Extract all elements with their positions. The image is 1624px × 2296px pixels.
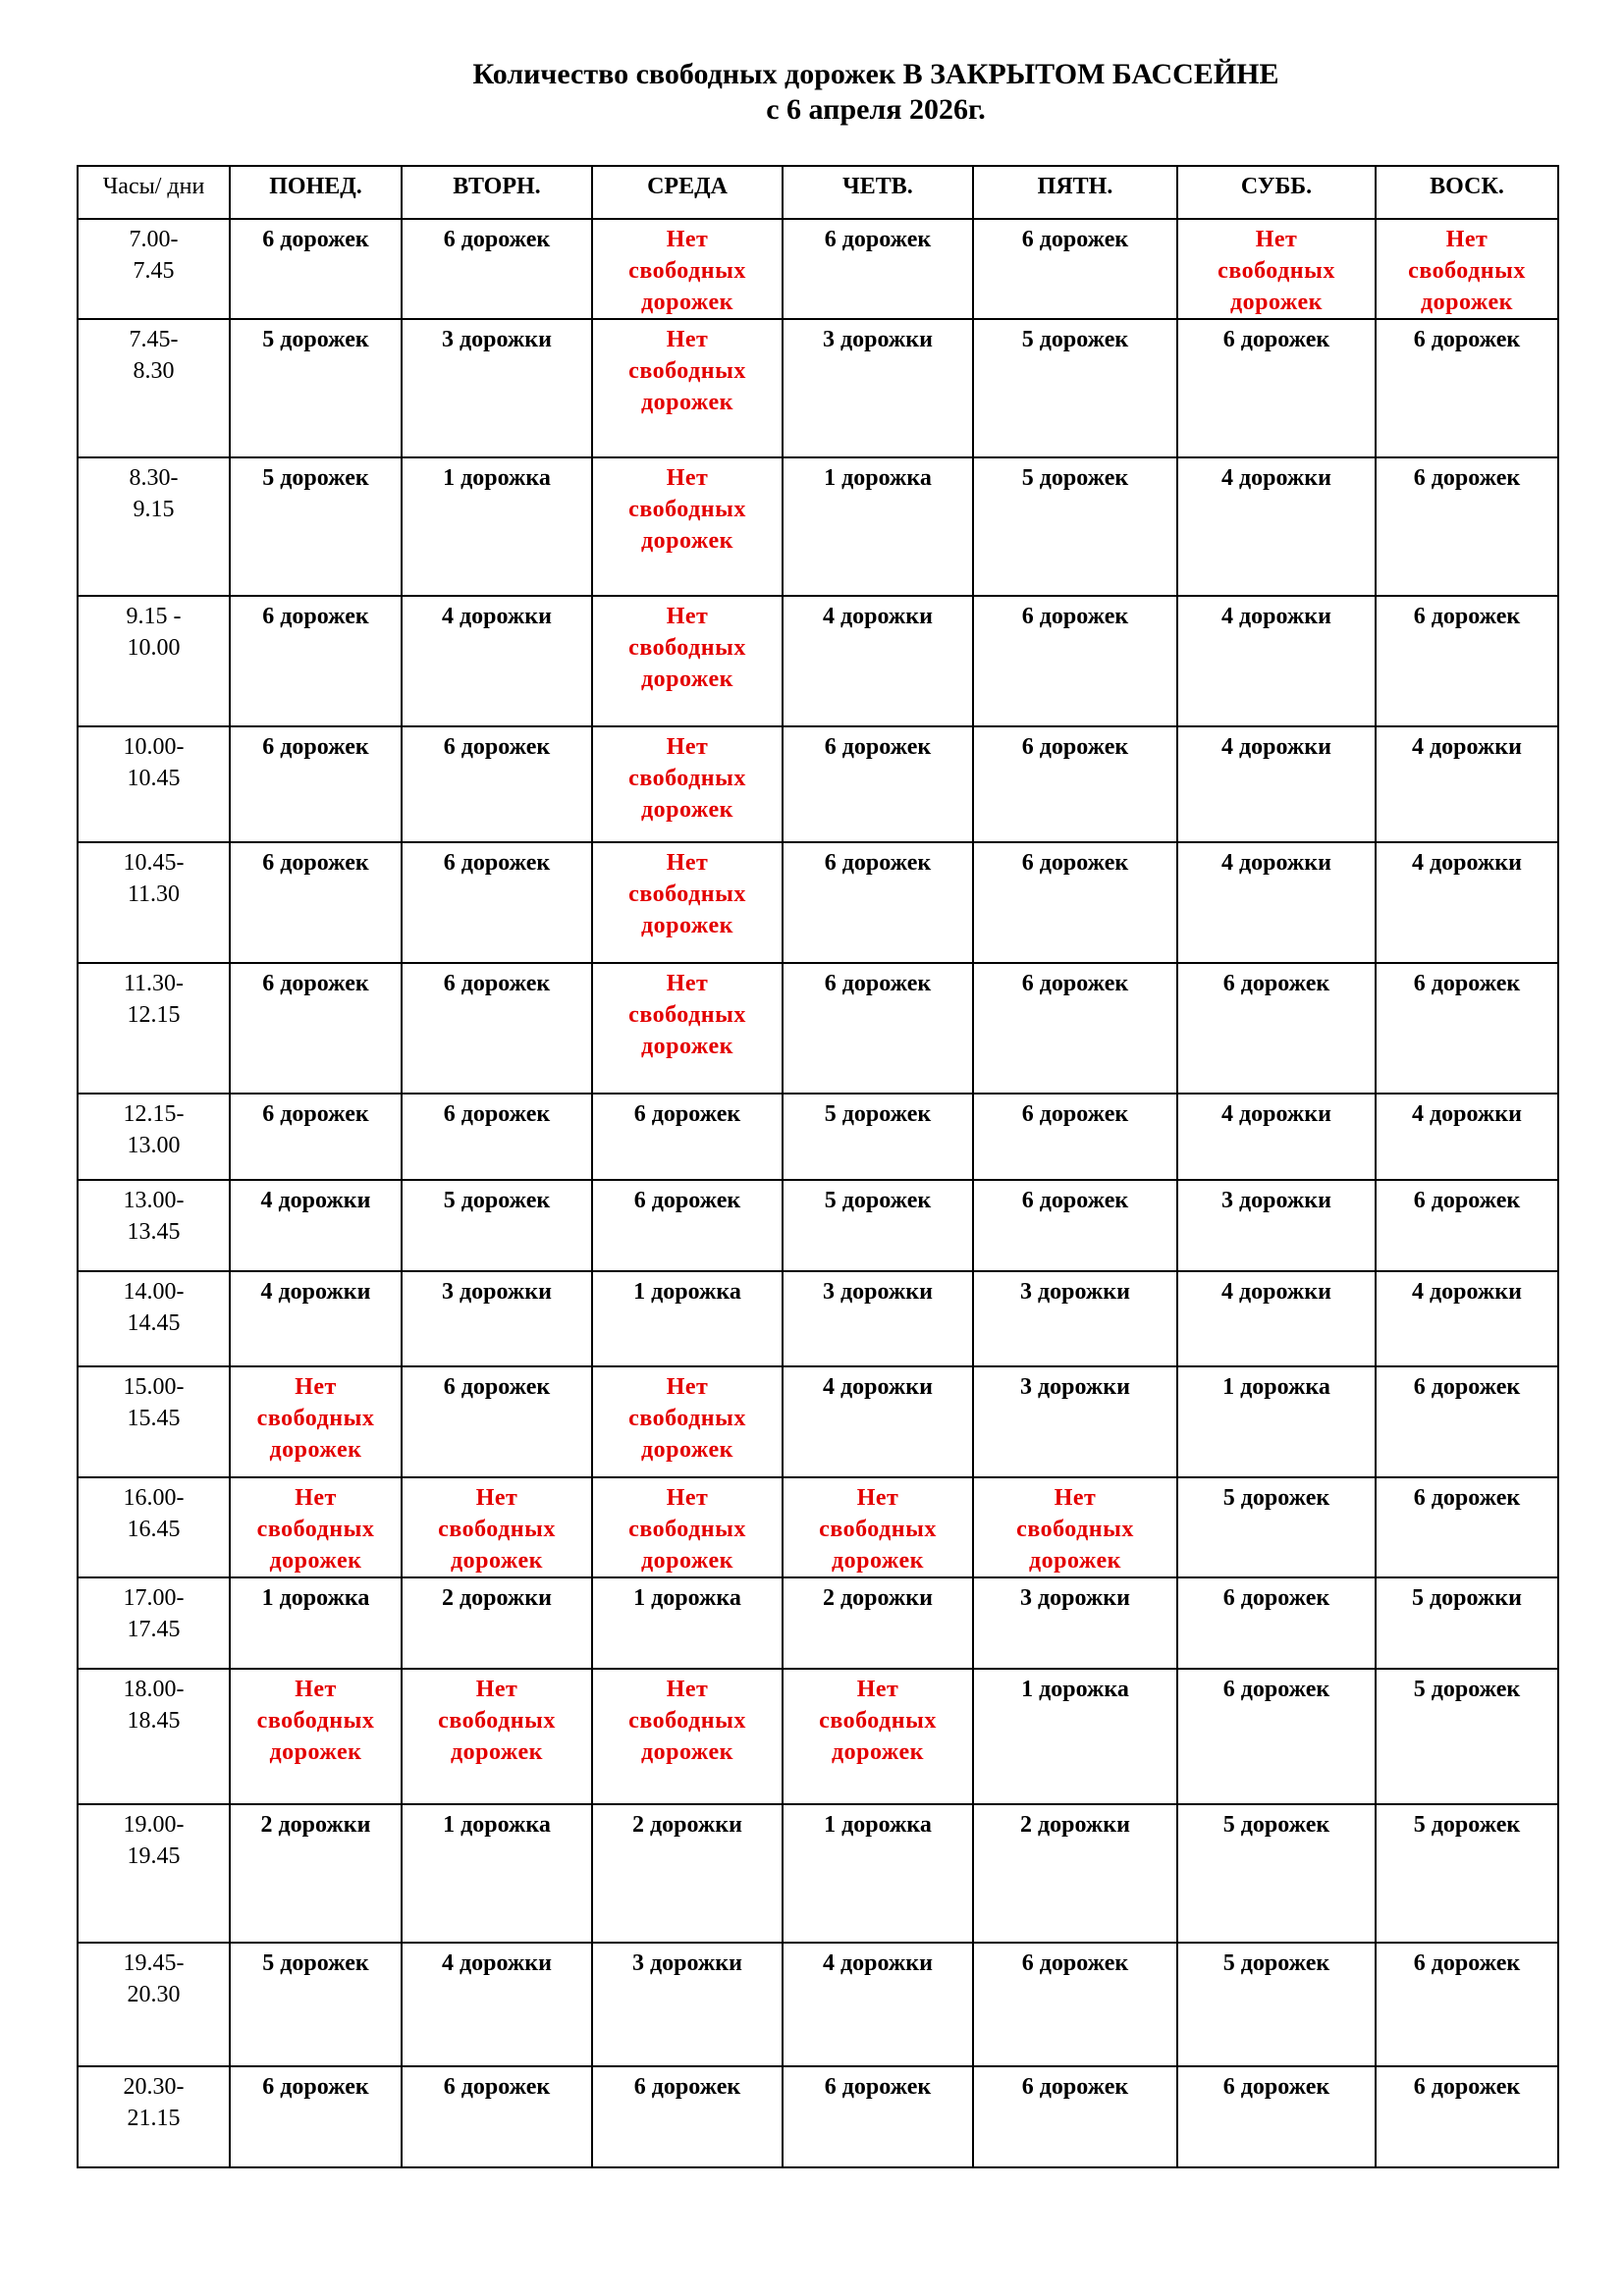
free-lanes-cell: 5 дорожек: [973, 457, 1177, 596]
time-slot-line: 18.45: [127, 1708, 181, 1734]
time-slot-line: 17.45: [127, 1617, 181, 1642]
free-lanes-cell: 4 дорожки: [783, 1366, 973, 1477]
free-lanes-cell: 5 дорожки: [1376, 1577, 1558, 1669]
free-lanes-cell: 4 дорожки: [1177, 457, 1376, 596]
free-lanes-cell: 6 дорожек: [230, 596, 402, 726]
corner-header: Часы/ дни: [78, 166, 230, 219]
free-lanes-cell: 5 дорожек: [230, 1943, 402, 2066]
time-slot-line: 15.00-: [123, 1374, 185, 1400]
table-row: [78, 963, 1558, 1094]
free-lanes-cell: 5 дорожек: [783, 1180, 973, 1271]
free-lanes-cell: 6 дорожек: [402, 2066, 592, 2167]
free-lanes-cell: 6 дорожек: [230, 2066, 402, 2167]
time-slot: [78, 596, 230, 726]
time-slot-line: 9.15 -: [126, 604, 182, 629]
no-free-lanes-cell: Нет свободных дорожек: [592, 726, 783, 842]
free-lanes-cell: 5 дорожек: [973, 319, 1177, 457]
no-free-lanes-cell: Нет свободных дорожек: [592, 219, 783, 319]
free-lanes-cell: 6 дорожек: [230, 219, 402, 319]
no-free-lanes-cell: Нет свободных дорожек: [230, 1669, 402, 1804]
time-slot-line: 10.45: [127, 766, 181, 791]
free-lanes-cell: 4 дорожки: [402, 1943, 592, 2066]
free-lanes-cell: 6 дорожек: [230, 842, 402, 963]
no-free-lanes-cell: Нет свободных дорожек: [592, 457, 783, 596]
free-lanes-cell: 6 дорожек: [973, 1094, 1177, 1180]
no-free-lanes-cell: Нет свободных дорожек: [592, 319, 783, 457]
free-lanes-cell: 6 дорожек: [230, 963, 402, 1094]
free-lanes-cell: 6 дорожек: [1376, 2066, 1558, 2167]
free-lanes-cell: 2 дорожки: [592, 1804, 783, 1943]
time-slot-line: 7.45-: [129, 327, 179, 352]
free-lanes-cell: 6 дорожек: [230, 1094, 402, 1180]
free-lanes-cell: 1 дорожка: [592, 1577, 783, 1669]
no-free-lanes-cell: Нет свободных дорожек: [402, 1669, 592, 1804]
free-lanes-cell: 6 дорожек: [1376, 1366, 1558, 1477]
time-slot-line: 7.00-: [129, 227, 179, 252]
table-row: [78, 457, 1558, 596]
free-lanes-cell: 4 дорожки: [1376, 842, 1558, 963]
free-lanes-cell: 3 дорожки: [402, 1271, 592, 1366]
no-free-lanes-cell: Нет свободных дорожек: [592, 596, 783, 726]
time-slot-line: 14.00-: [123, 1279, 185, 1305]
no-free-lanes-cell: Нет свободных дорожек: [592, 963, 783, 1094]
free-lanes-cell: 6 дорожек: [973, 963, 1177, 1094]
free-lanes-cell: 4 дорожки: [230, 1271, 402, 1366]
free-lanes-cell: 6 дорожек: [973, 596, 1177, 726]
time-slot: [78, 1180, 230, 1271]
free-lanes-cell: 1 дорожка: [230, 1577, 402, 1669]
schedule-body: [78, 219, 1558, 2167]
time-slot-line: 18.00-: [123, 1677, 185, 1702]
free-lanes-cell: 6 дорожек: [1177, 1577, 1376, 1669]
free-lanes-cell: 5 дорожек: [1177, 1477, 1376, 1577]
time-slot: [78, 1366, 230, 1477]
free-lanes-cell: 3 дорожки: [783, 1271, 973, 1366]
day-header: ПЯТН.: [973, 166, 1177, 219]
time-slot-line: 20.30-: [123, 2074, 185, 2100]
table-row: [78, 1943, 1558, 2066]
free-lanes-cell: 6 дорожек: [1376, 457, 1558, 596]
free-lanes-cell: 3 дорожки: [783, 319, 973, 457]
table-row: [78, 842, 1558, 963]
table-row: [78, 1577, 1558, 1669]
free-lanes-cell: 6 дорожек: [592, 1094, 783, 1180]
free-lanes-cell: 4 дорожки: [1177, 596, 1376, 726]
table-row: [78, 1804, 1558, 1943]
free-lanes-cell: 6 дорожек: [973, 2066, 1177, 2167]
free-lanes-cell: 4 дорожки: [1376, 1271, 1558, 1366]
free-lanes-cell: 6 дорожек: [1376, 963, 1558, 1094]
no-free-lanes-cell: Нет свободных дорожек: [592, 1366, 783, 1477]
day-header: СРЕДА: [592, 166, 783, 219]
free-lanes-cell: 2 дорожки: [230, 1804, 402, 1943]
time-slot: [78, 1477, 230, 1577]
table-row: [78, 1669, 1558, 1804]
time-slot: [78, 319, 230, 457]
time-slot: [78, 1094, 230, 1180]
free-lanes-cell: 2 дорожки: [973, 1804, 1177, 1943]
free-lanes-cell: 1 дорожка: [973, 1669, 1177, 1804]
day-header: ЧЕТВ.: [783, 166, 973, 219]
no-free-lanes-cell: Нет свободных дорожек: [402, 1477, 592, 1577]
free-lanes-cell: 2 дорожки: [783, 1577, 973, 1669]
free-lanes-cell: 1 дорожка: [402, 1804, 592, 1943]
page-title: [0, 57, 1624, 128]
no-free-lanes-cell: Нет свободных дорожек: [592, 842, 783, 963]
free-lanes-cell: 6 дорожек: [783, 219, 973, 319]
time-slot-line: 10.00-: [123, 734, 185, 760]
free-lanes-cell: 5 дорожек: [402, 1180, 592, 1271]
free-lanes-cell: 6 дорожек: [402, 726, 592, 842]
time-slot: [78, 726, 230, 842]
time-slot-line: 10.45-: [123, 850, 185, 876]
time-slot: [78, 1669, 230, 1804]
time-slot: [78, 1943, 230, 2066]
free-lanes-cell: 6 дорожек: [1376, 1477, 1558, 1577]
table-row: [78, 1180, 1558, 1271]
time-slot-line: 9.15: [133, 497, 175, 522]
time-slot-line: 10.00: [127, 635, 181, 661]
time-slot: [78, 1271, 230, 1366]
table-row: [78, 1094, 1558, 1180]
table-row: [78, 1477, 1558, 1577]
free-lanes-cell: 2 дорожки: [402, 1577, 592, 1669]
time-slot: [78, 219, 230, 319]
free-lanes-cell: 5 дорожек: [1177, 1804, 1376, 1943]
time-slot-line: 21.15: [127, 2106, 181, 2131]
no-free-lanes-cell: Нет свободных дорожек: [230, 1477, 402, 1577]
time-slot-line: 20.30: [127, 1982, 181, 2007]
free-lanes-cell: 6 дорожек: [1376, 1943, 1558, 2066]
free-lanes-cell: 6 дорожек: [402, 1366, 592, 1477]
title-line-2: с 6 апреля 2026г.: [766, 93, 986, 126]
time-slot-line: 7.45: [133, 258, 175, 284]
free-lanes-cell: 6 дорожек: [230, 726, 402, 842]
free-lanes-cell: 6 дорожек: [1376, 1180, 1558, 1271]
free-lanes-cell: 6 дорожек: [783, 963, 973, 1094]
free-lanes-cell: 1 дорожка: [1177, 1366, 1376, 1477]
free-lanes-cell: 6 дорожек: [1177, 1669, 1376, 1804]
no-free-lanes-cell: Нет свободных дорожек: [230, 1366, 402, 1477]
free-lanes-cell: 3 дорожки: [973, 1366, 1177, 1477]
no-free-lanes-cell: Нет свободных дорожек: [592, 1477, 783, 1577]
table-row: [78, 726, 1558, 842]
free-lanes-cell: 6 дорожек: [973, 1943, 1177, 2066]
table-row: [78, 1366, 1558, 1477]
free-lanes-cell: 1 дорожка: [783, 457, 973, 596]
free-lanes-cell: 1 дорожка: [592, 1271, 783, 1366]
free-lanes-cell: 6 дорожек: [402, 963, 592, 1094]
no-free-lanes-cell: Нет свободных дорожек: [783, 1477, 973, 1577]
time-slot: [78, 1804, 230, 1943]
time-slot-line: 13.00: [127, 1133, 181, 1158]
lane-schedule-table: [77, 165, 1559, 2168]
time-slot: [78, 1577, 230, 1669]
free-lanes-cell: 6 дорожек: [592, 1180, 783, 1271]
free-lanes-cell: 4 дорожки: [1376, 726, 1558, 842]
free-lanes-cell: 6 дорожек: [1177, 963, 1376, 1094]
free-lanes-cell: 4 дорожки: [1376, 1094, 1558, 1180]
free-lanes-cell: 6 дорожек: [402, 1094, 592, 1180]
table-row: [78, 219, 1558, 319]
free-lanes-cell: 6 дорожек: [973, 842, 1177, 963]
free-lanes-cell: 4 дорожки: [783, 596, 973, 726]
time-slot-line: 19.00-: [123, 1812, 185, 1838]
day-header: ВОСК.: [1376, 166, 1558, 219]
time-slot-line: 17.00-: [123, 1585, 185, 1611]
free-lanes-cell: 6 дорожек: [1177, 2066, 1376, 2167]
free-lanes-cell: 5 дорожек: [783, 1094, 973, 1180]
time-slot: [78, 457, 230, 596]
free-lanes-cell: 4 дорожки: [783, 1943, 973, 2066]
no-free-lanes-cell: Нет свободных дорожек: [1376, 219, 1558, 319]
time-slot-line: 11.30: [127, 881, 181, 907]
time-slot: [78, 842, 230, 963]
table-row: [78, 1271, 1558, 1366]
time-slot: [78, 963, 230, 1094]
time-slot-line: 8.30-: [129, 465, 179, 491]
day-header: ПОНЕД.: [230, 166, 402, 219]
free-lanes-cell: 4 дорожки: [1177, 842, 1376, 963]
header-row: [78, 166, 1558, 219]
free-lanes-cell: 4 дорожки: [402, 596, 592, 726]
free-lanes-cell: 5 дорожек: [1376, 1669, 1558, 1804]
free-lanes-cell: 6 дорожек: [1376, 319, 1558, 457]
free-lanes-cell: 6 дорожек: [783, 726, 973, 842]
time-slot-line: 19.45: [127, 1843, 181, 1869]
free-lanes-cell: 5 дорожек: [1376, 1804, 1558, 1943]
time-slot-line: 11.30-: [123, 971, 185, 996]
no-free-lanes-cell: Нет свободных дорожек: [783, 1669, 973, 1804]
no-free-lanes-cell: Нет свободных дорожек: [973, 1477, 1177, 1577]
free-lanes-cell: 3 дорожки: [1177, 1180, 1376, 1271]
free-lanes-cell: 1 дорожка: [783, 1804, 973, 1943]
day-header: СУББ.: [1177, 166, 1376, 219]
table-row: [78, 319, 1558, 457]
time-slot-line: 16.45: [127, 1517, 181, 1542]
day-header: ВТОРН.: [402, 166, 592, 219]
free-lanes-cell: 6 дорожек: [973, 1180, 1177, 1271]
time-slot-line: 14.45: [127, 1310, 181, 1336]
time-slot-line: 19.45-: [123, 1950, 185, 1976]
free-lanes-cell: 6 дорожек: [592, 2066, 783, 2167]
no-free-lanes-cell: Нет свободных дорожек: [592, 1669, 783, 1804]
free-lanes-cell: 6 дорожек: [402, 219, 592, 319]
time-slot-line: 13.45: [127, 1219, 181, 1245]
free-lanes-cell: 3 дорожки: [973, 1271, 1177, 1366]
free-lanes-cell: 3 дорожки: [592, 1943, 783, 2066]
free-lanes-cell: 5 дорожек: [230, 319, 402, 457]
time-slot-line: 12.15: [127, 1002, 181, 1028]
no-free-lanes-cell: Нет свободных дорожек: [1177, 219, 1376, 319]
time-slot-line: 12.15-: [123, 1101, 185, 1127]
time-slot-line: 13.00-: [123, 1188, 185, 1213]
free-lanes-cell: 6 дорожек: [1177, 319, 1376, 457]
title-line-1: Количество свободных дорожек В ЗАКРЫТОМ БАССЕЙНЕ: [472, 58, 1279, 90]
free-lanes-cell: 3 дорожки: [402, 319, 592, 457]
free-lanes-cell: 6 дорожек: [783, 842, 973, 963]
time-slot-line: 16.00-: [123, 1485, 185, 1511]
free-lanes-cell: 1 дорожка: [402, 457, 592, 596]
free-lanes-cell: 4 дорожки: [1177, 1271, 1376, 1366]
free-lanes-cell: 5 дорожек: [1177, 1943, 1376, 2066]
free-lanes-cell: 6 дорожек: [783, 2066, 973, 2167]
free-lanes-cell: 6 дорожек: [973, 726, 1177, 842]
time-slot-line: 8.30: [133, 358, 175, 384]
free-lanes-cell: 4 дорожки: [1177, 1094, 1376, 1180]
free-lanes-cell: 4 дорожки: [230, 1180, 402, 1271]
free-lanes-cell: 6 дорожек: [1376, 596, 1558, 726]
free-lanes-cell: 4 дорожки: [1177, 726, 1376, 842]
time-slot: [78, 2066, 230, 2167]
free-lanes-cell: 6 дорожек: [973, 219, 1177, 319]
table-row: [78, 2066, 1558, 2167]
free-lanes-cell: 3 дорожки: [973, 1577, 1177, 1669]
table-row: [78, 596, 1558, 726]
free-lanes-cell: 5 дорожек: [230, 457, 402, 596]
time-slot-line: 15.45: [127, 1406, 181, 1431]
free-lanes-cell: 6 дорожек: [402, 842, 592, 963]
